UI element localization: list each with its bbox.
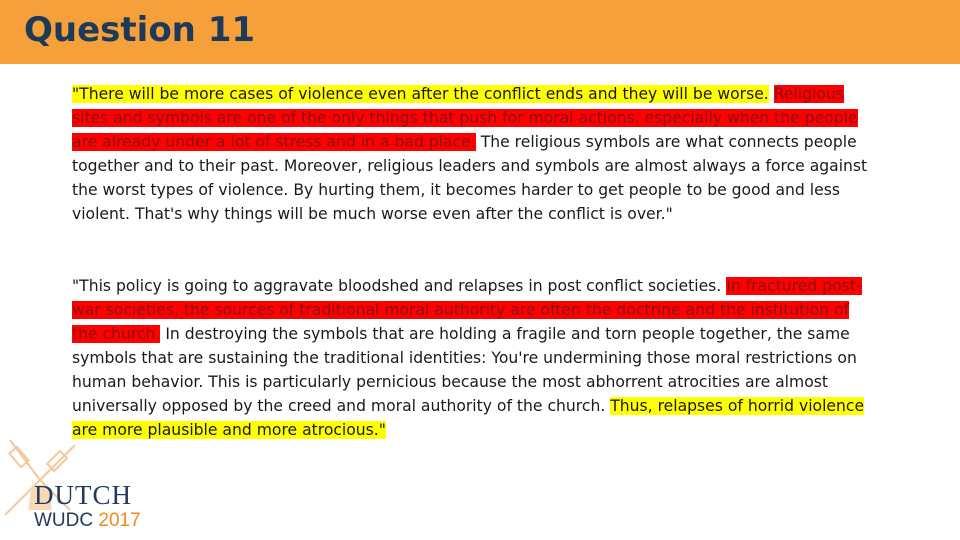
logo-year: 2017 (93, 510, 141, 531)
highlight-red-1: Religious sites and symbols are one of the only things that push for moral actions, especially when the people are already under a lot of stress and in a bad place. (72, 85, 858, 151)
page-title: Question 11 (24, 10, 256, 50)
logo-wudc: WUDC (34, 510, 94, 531)
header-bar (0, 0, 960, 64)
quote-paragraph-2 (72, 274, 872, 442)
quote-paragraph-1 (72, 82, 872, 226)
highlight-yellow-1: "There will be more cases of violence even after the conflict ends and they will be worse. (72, 85, 769, 103)
plain-text-1: The religious symbols are what connects people together and to their past. Moreover, religious leaders and symbols are almost always a force against the worst types of violence. By hurting them, it becomes harder to get people to be good and less violent. That's why things will be much worse even after the conflict is over." (72, 133, 868, 223)
highlight-red-2: In fractured post-war societies, the sources of traditional moral authority are often the doctrine and the institution of the church. (72, 277, 862, 343)
plain-text-2b: In destroying the symbols that are holding a fragile and torn people together, the same symbols that are sustaining the traditional identities: You're undermining those moral restrictions on human behavior. This is particularly pernicious because the most abhorrent atrocities are almost universally opposed by the creed and moral authority of the church. (72, 325, 857, 415)
plain-text-2a: "This policy is going to aggravate bloodshed and relapses in post conflict societies. (72, 277, 727, 295)
highlight-yellow-2: Thus, relapses of horrid violence are more plausible and more atrocious." (72, 397, 865, 439)
logo-wudc-text (34, 510, 141, 532)
logo-dutch-text: DUTCH (34, 480, 132, 510)
